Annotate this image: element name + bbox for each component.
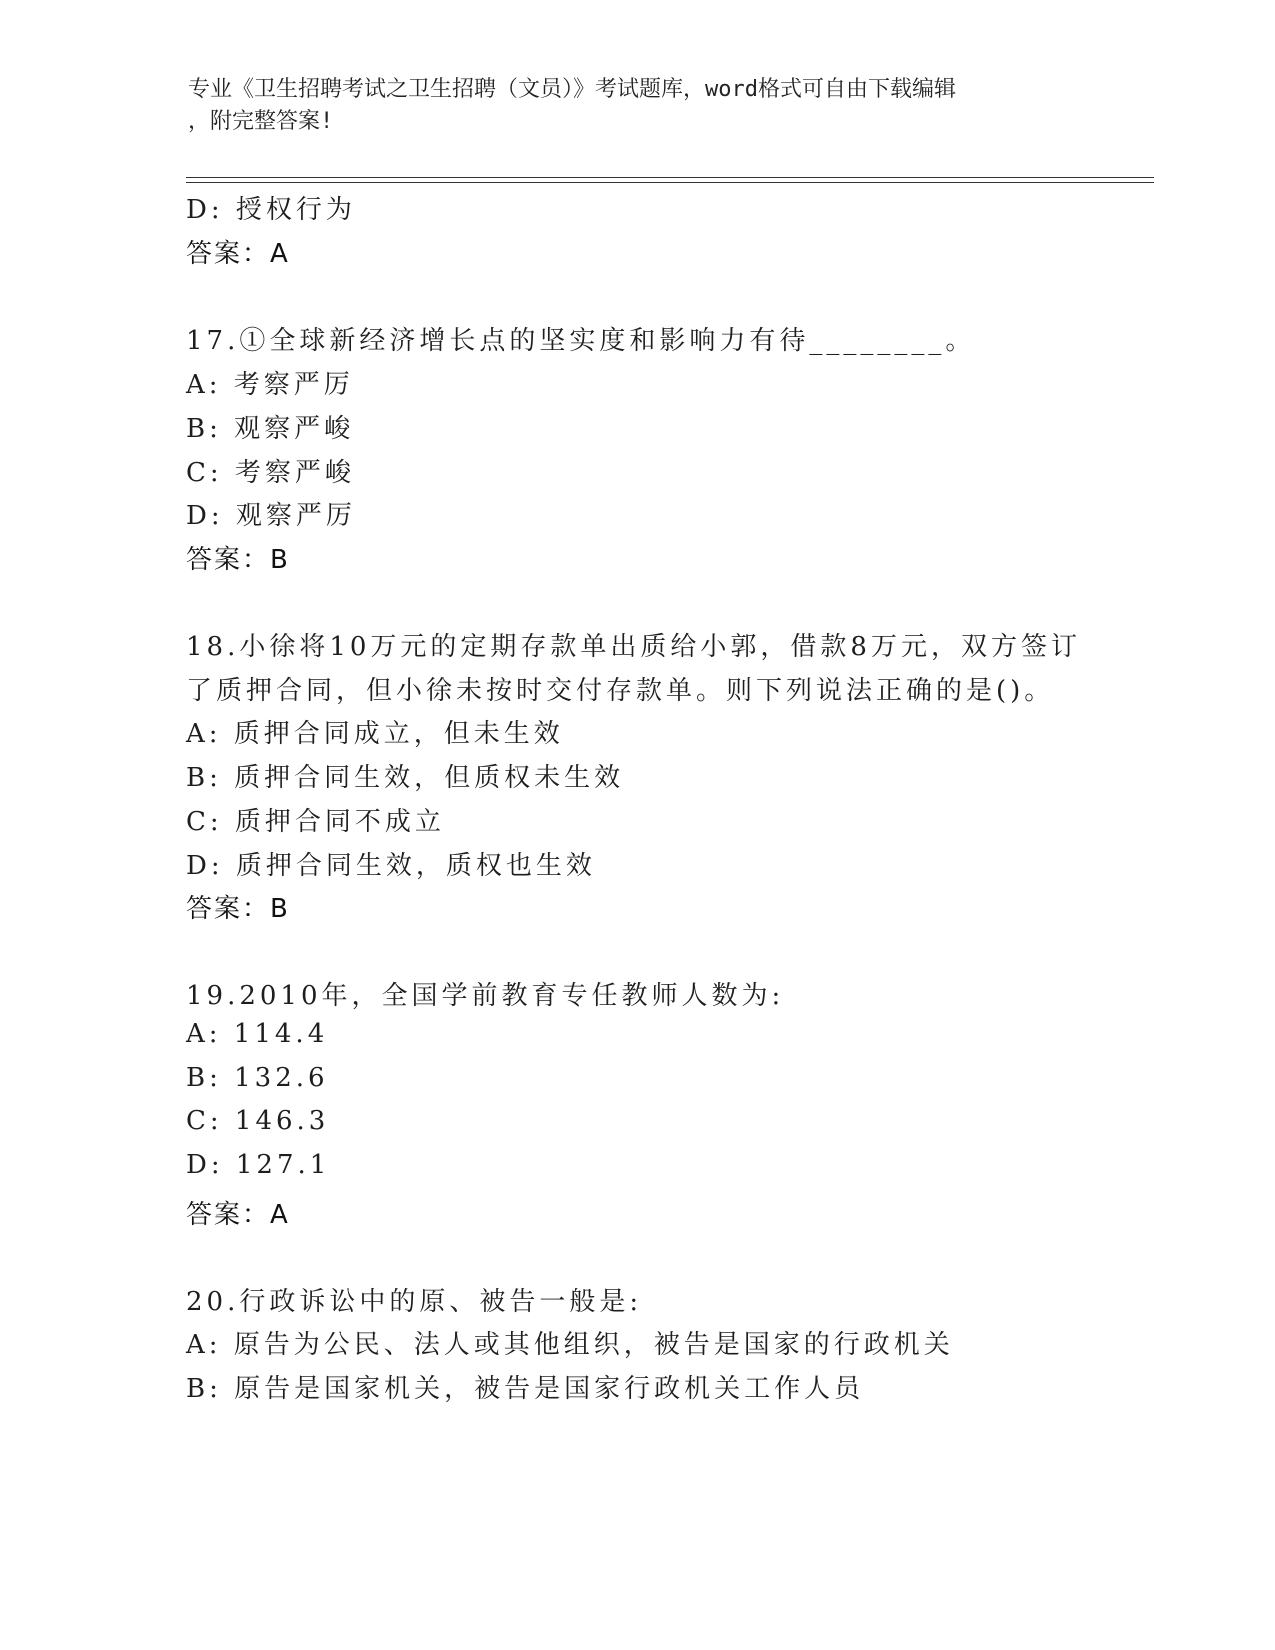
q19-option-b: B: 132.6 [186,1063,329,1093]
q19-answer: 答案：A [186,1200,290,1230]
q16-option-d: D: 授权行为 [186,195,356,225]
q18-stem-line2: 了质押合同，但小徐未按时交付存款单。则下列说法正确的是()。 [186,676,1055,706]
q16-answer: 答案：A [186,239,290,269]
q18-option-c: C: 质押合同不成立 [186,807,445,837]
q17-option-b: B: 观察严峻 [186,414,355,444]
q17-option-a: A: 考察严厉 [186,370,354,400]
q18-stem-line1: 18.小徐将10万元的定期存款单出质给小郭，借款8万元，双方签订 [186,632,1081,662]
q18-option-b: B: 质押合同生效，但质权未生效 [186,763,625,793]
q20-stem: 20.行政诉讼中的原、被告一般是: [186,1287,643,1317]
q17-option-d: D: 观察严厉 [186,501,356,531]
header-title-line2: ，附完整答案! [188,109,334,134]
page-header [188,74,1088,138]
q19-option-a: A: 114.4 [186,1019,329,1049]
q17-option-c: C: 考察严峻 [186,458,355,488]
header-divider-top [186,177,1154,178]
q20-option-a: A: 原告为公民、法人或其他组织，被告是国家的行政机关 [186,1330,954,1360]
q18-option-d: D: 质押合同生效，质权也生效 [186,851,596,881]
q17-stem: 17.①全球新经济增长点的坚实度和影响力有待________。 [186,326,976,356]
header-title-line1: 专业《卫生招聘考试之卫生招聘（文员）》考试题库，word格式可自由下载编辑 [188,77,956,102]
header-divider-bottom [186,182,1154,183]
q19-option-c: C: 146.3 [186,1106,330,1136]
q19-stem: 19.2010年，全国学前教育专任教师人数为: [186,981,785,1011]
q18-answer: 答案：B [186,894,290,924]
q17-answer: 答案：B [186,545,290,575]
q19-option-d: D: 127.1 [186,1150,331,1180]
q20-option-b: B: 原告是国家机关，被告是国家行政机关工作人员 [186,1374,865,1404]
q18-option-a: A: 质押合同成立，但未生效 [186,719,564,749]
